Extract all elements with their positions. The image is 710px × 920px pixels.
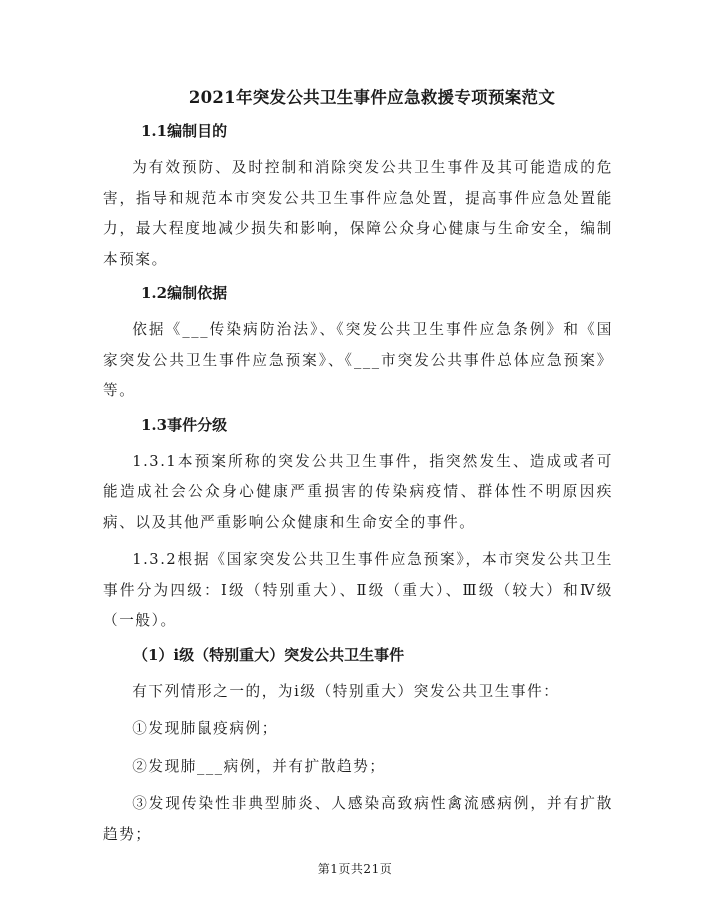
paragraph-levels: 1.3.2根据《国家突发公共卫生事件应急预案》，本市突发公共卫生事件分为四级：Ⅰ级（特别重大）、Ⅱ级（重大）、Ⅲ级（较大）和Ⅳ级（一般）。 [103,551,613,629]
level-1-intro: 有下列情形之一的，为i级（特别重大）突发公共卫生事件： [132,682,560,700]
list-item: ①发现肺鼠疫病例； [132,720,278,737]
list-item: ②发现肺___病例，并有扩散趋势； [132,757,386,775]
paragraph-purpose: 为有效预防、及时控制和消除突发公共卫生事件及其可能造成的危害，指导和规范本市突发公共卫生事件应急处置，提高事件应急处置能力，最大程度地减少损失和影响，保障公众身心健康与生命安全，编制本预案。 [103,159,613,268]
paragraph-basis: 依据《___传染病防治法》、《突发公共卫生事件应急条例》和《国家突发公共卫生事件应急预案》、《___市突发公共事件总体应急预案》等。 [103,321,613,399]
paragraph-definition: 1.3.1本预案所称的突发公共卫生事件，指突然发生、造成或者可能造成社会公众身心健康严重损害的传染病疫情、群体性不明原因疾病、以及其他严重影响公众健康和生命安全的事件。 [103,452,613,531]
section-heading-classification: 1.3事件分级 [141,415,228,434]
subsection-heading-level-1: （1）i级（特别重大）突发公共卫生事件 [133,645,405,664]
section-heading-basis: 1.2编制依据 [141,284,228,302]
document-title: 2021年突发公共卫生事件应急救援专项预案范文 [188,88,556,107]
document-body [103,84,613,857]
page-number-footer: 第1页共21页 [317,862,393,876]
list-item: ③发现传染性非典型肺炎、人感染高致病性禽流感病例，并有扩散趋势； [103,795,613,843]
section-heading-purpose: 1.1编制目的 [141,122,228,140]
